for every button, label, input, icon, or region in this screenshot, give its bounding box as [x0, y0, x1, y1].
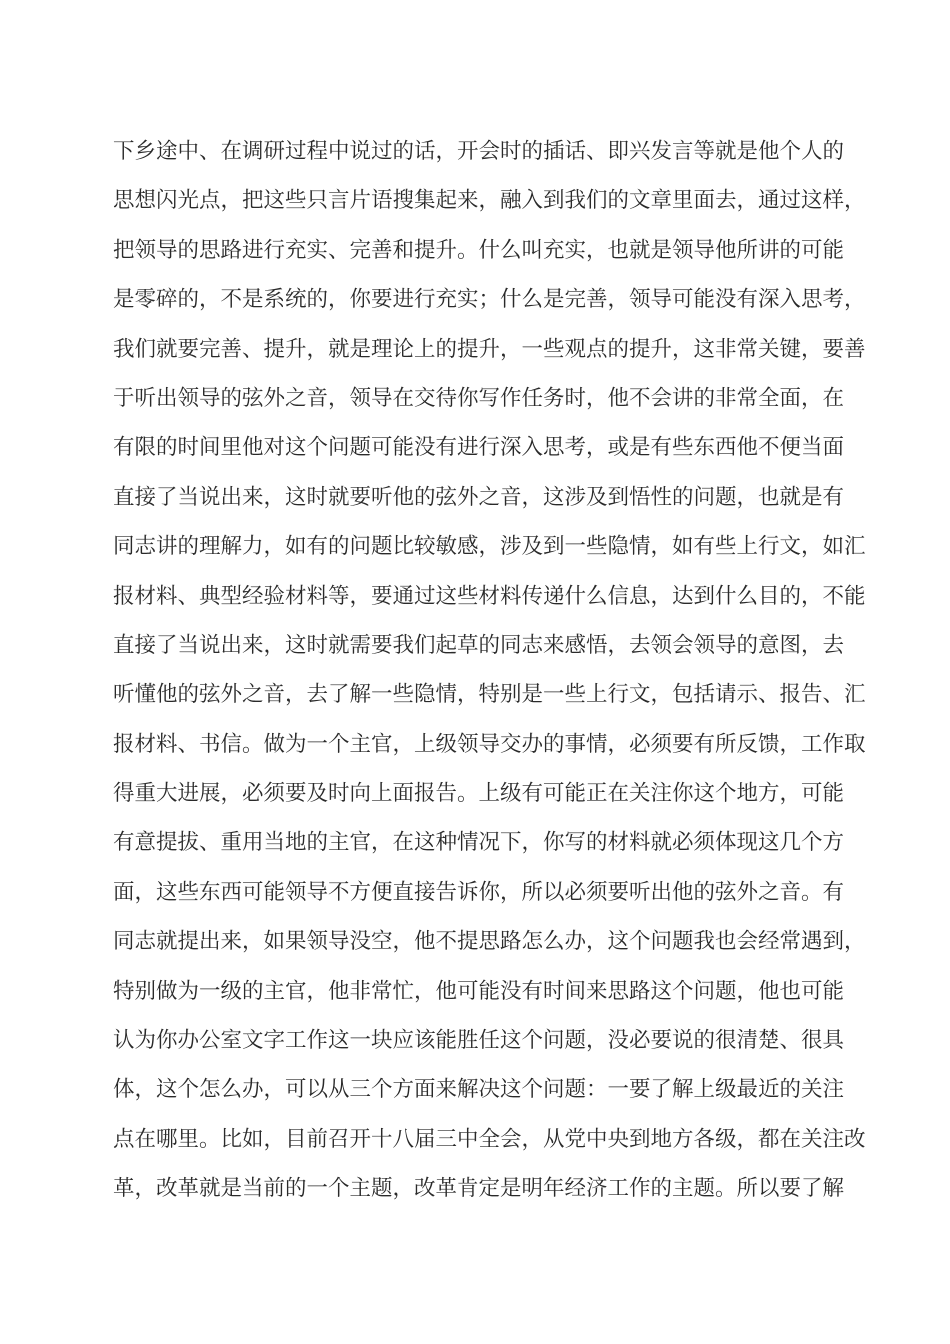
text-line: 体，这个怎么办，可以从三个方面来解决这个问题：一要了解上级最近的关注 [113, 1077, 845, 1103]
text-line: 下乡途中、在调研过程中说过的话，开会时的插话、即兴发言等就是他个人的 [113, 139, 845, 164]
text-line: 点在哪里。比如，目前召开十八届三中全会，从党中央到地方各级，都在关注改 [113, 1126, 866, 1152]
text-line: 听懂他的弦外之音，去了解一些隐情，特别是一些上行文，包括请示、报告、汇 [113, 682, 866, 708]
text-line: 直接了当说出来，这时就要听他的弦外之音，这涉及到悟性的问题，也就是有 [113, 484, 845, 510]
text-line: 同志讲的理解力，如有的问题比较敏感，涉及到一些隐情，如有些上行文，如汇 [113, 534, 866, 560]
text-line: 报材料、典型经验材料等，要通过这些材料传递什么信息，达到什么目的，不能 [113, 583, 866, 609]
text-line: 认为你办公室文字工作这一块应该能胜任这个问题，没必要说的很清楚、很具 [113, 1028, 845, 1054]
text-line: 思想闪光点，把这些只言片语搜集起来，融入到我们的文章里面去，通过这样， [113, 188, 866, 214]
text-line: 特别做为一级的主官，他非常忙，他可能没有时间来思路这个问题，他也可能 [113, 978, 845, 1004]
text-line: 我们就要完善、提升，就是理论上的提升，一些观点的提升，这非常关键，要善 [113, 336, 866, 362]
text-line: 直接了当说出来，这时就需要我们起草的同志来感悟，去领会领导的意图，去 [113, 632, 845, 658]
text-line: 于听出领导的弦外之音，领导在交待你写作任务时，他不会讲的非常全面，在 [113, 385, 845, 411]
text-line: 革，改革就是当前的一个主题，改革肯定是明年经济工作的主题。所以要了解 [113, 1176, 845, 1202]
text-line: 报材料、书信。做为一个主官，上级领导交办的事情，必须要有所反馈，工作取 [113, 731, 866, 757]
text-line: 得重大进展，必须要及时向上面报告。上级有可能正在关注你这个地方，可能 [113, 781, 845, 807]
text-line: 有限的时间里他对这个问题可能没有进行深入思考，或是有些东西他不便当面 [113, 435, 845, 461]
text-line: 是零碎的，不是系统的，你要进行充实；什么是完善，领导可能没有深入思考， [113, 287, 866, 313]
text-line: 把领导的思路进行充实、完善和提升。什么叫充实，也就是领导他所讲的可能 [113, 237, 845, 263]
text-line: 面，这些东西可能领导不方便直接告诉你，所以必须要听出他的弦外之音。有 [113, 879, 845, 905]
body-text [113, 127, 866, 1214]
text-line: 有意提拔、重用当地的主官，在这种情况下，你写的材料就必须体现这几个方 [113, 830, 845, 856]
text-line: 同志就提出来，如果领导没空，他不提思路怎么办，这个问题我也会经常遇到， [113, 929, 866, 955]
